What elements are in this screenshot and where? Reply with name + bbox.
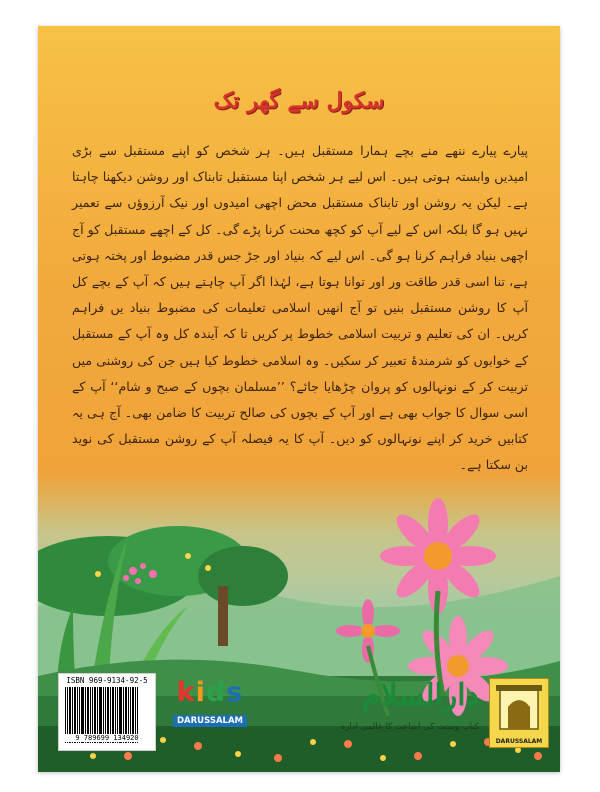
kids-letter: k: [176, 677, 196, 708]
publisher-tagline: کتاب وسنت کی اشاعت کا عالمی ادارہ: [340, 722, 479, 732]
kids-letter: d: [205, 677, 227, 708]
kids-darussalam-logo: [163, 678, 257, 750]
back-cover: [38, 26, 560, 772]
isbn-label: ISBN 969-9134-92-5: [66, 676, 148, 685]
description-paragraph: پیارے پیارے ننھے منے بچے ہمارا مستقبل ہیں۔ ہر شخص کو اپنے مستقبل سے بڑی امیدیں وابستہ ہوتی ہیں۔ اس لیے ہر شخص اپنا مستقبل تابناک اور روشن دیکھنا چاہتا ہے۔ لیکن یہ روشن اور تابناک مستقبل محض اچھی امیدوں اور نیک آرزوؤں سے تعمیر نہیں ہو گا بلکہ اس کے لیے آپ کو کچھ محنت کرنا پڑے گی۔ کل کے اچھے مستقبل کو آج اچھی بنیاد فراہم کرنا ہو گی۔ اس لیے کہ بنیاد اور جڑ جس قدر مضبوط اور پختہ ہوتی ہے، تنا اسی قدر طاقت ور اور توانا ہوتا ہے، لہٰذا اگر آپ چاہتے ہیں کہ آپ کے بچے کل آپ کا روشن مستقبل بنیں تو آج انھیں اسلامی تعلیمات کی مضبوط بنیاد یں فراہم کریں۔ ان کی تعلیم و تربیت اسلامی خطوط پر کریں تا کہ آیندہ کل وہ آپ کے مستقبل کے خوابوں کو شرمندۂ تعبیر کر سکیں۔ وہ اسلامی خطوط کیا ہیں جن کی روشنی میں تربیت کر کے نونہالوں کو پروان چڑھایا جائے؟ ’’مسلمان بچوں کے صبح و شام‘‘ آپ کے اسی سوال کا جواب بھی ہے اور آپ کے بچوں کی صالح تربیت کا ضامن بھی۔ آج ہی یہ کتابیں خرید کر اپنے نونہالوں کو دیں۔ آپ کا یہ فیصلہ آپ کے روشن مستقبل کی نوید بن سکتا ہے۔: [72, 143, 528, 473]
darussalam-emblem-icon: [489, 678, 549, 748]
publisher-name: دارالسلام: [362, 678, 479, 713]
gate-icon: [490, 679, 548, 735]
darussalam-logo: [323, 678, 553, 750]
kids-letter: s: [226, 677, 244, 708]
kids-wordmark: [163, 678, 257, 708]
book-title: سکول سے گھر تک: [213, 88, 385, 114]
description-text: [72, 138, 528, 479]
isbn-digits: 9 789699 134920: [64, 734, 150, 742]
emblem-label: DARUSSALAM: [495, 738, 543, 745]
kids-subtitle: DARUSSALAM: [173, 715, 247, 727]
isbn-barcode-box: [58, 673, 156, 751]
kids-letter: i: [195, 677, 206, 708]
